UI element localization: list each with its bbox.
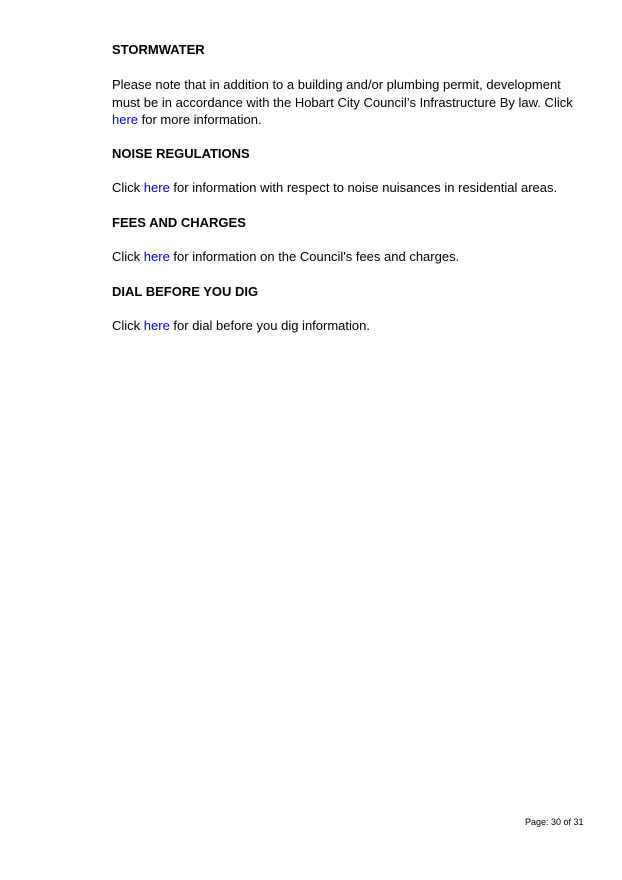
page-number: Page: 30 of 31 (525, 817, 584, 827)
stormwater-here-link[interactable]: here (112, 112, 139, 127)
noise-text-after: for information with respect to noise nuisances in residential areas. (169, 180, 558, 195)
dial-here-link[interactable]: here (143, 318, 170, 333)
fees-text: Click (112, 249, 144, 264)
fees-paragraph (112, 248, 582, 266)
stormwater-text: Please note that in addition to a building and/or plumbing permit, development must be in accordance with the Hobart City Council’s Infrastructure By law. Click (112, 77, 573, 110)
fees-here-link[interactable]: here (143, 249, 170, 264)
stormwater-text-after: for more information. (138, 112, 262, 127)
fees-text-after: for information on the Council's fees and charges. (169, 249, 460, 264)
noise-text: Click (112, 180, 144, 195)
noise-regulations-heading: NOISE REGULATIONS (112, 146, 250, 161)
stormwater-paragraph (112, 76, 582, 129)
dial-paragraph (112, 317, 582, 335)
stormwater-heading: STORMWATER (112, 42, 205, 57)
dial-before-you-dig-heading: DIAL BEFORE YOU DIG (112, 284, 259, 299)
noise-paragraph (112, 179, 582, 197)
fees-and-charges-heading: FEES AND CHARGES (112, 215, 246, 230)
dial-text: Click (112, 318, 144, 333)
dial-text-after: for dial before you dig information. (169, 318, 370, 333)
noise-here-link[interactable]: here (143, 180, 170, 195)
